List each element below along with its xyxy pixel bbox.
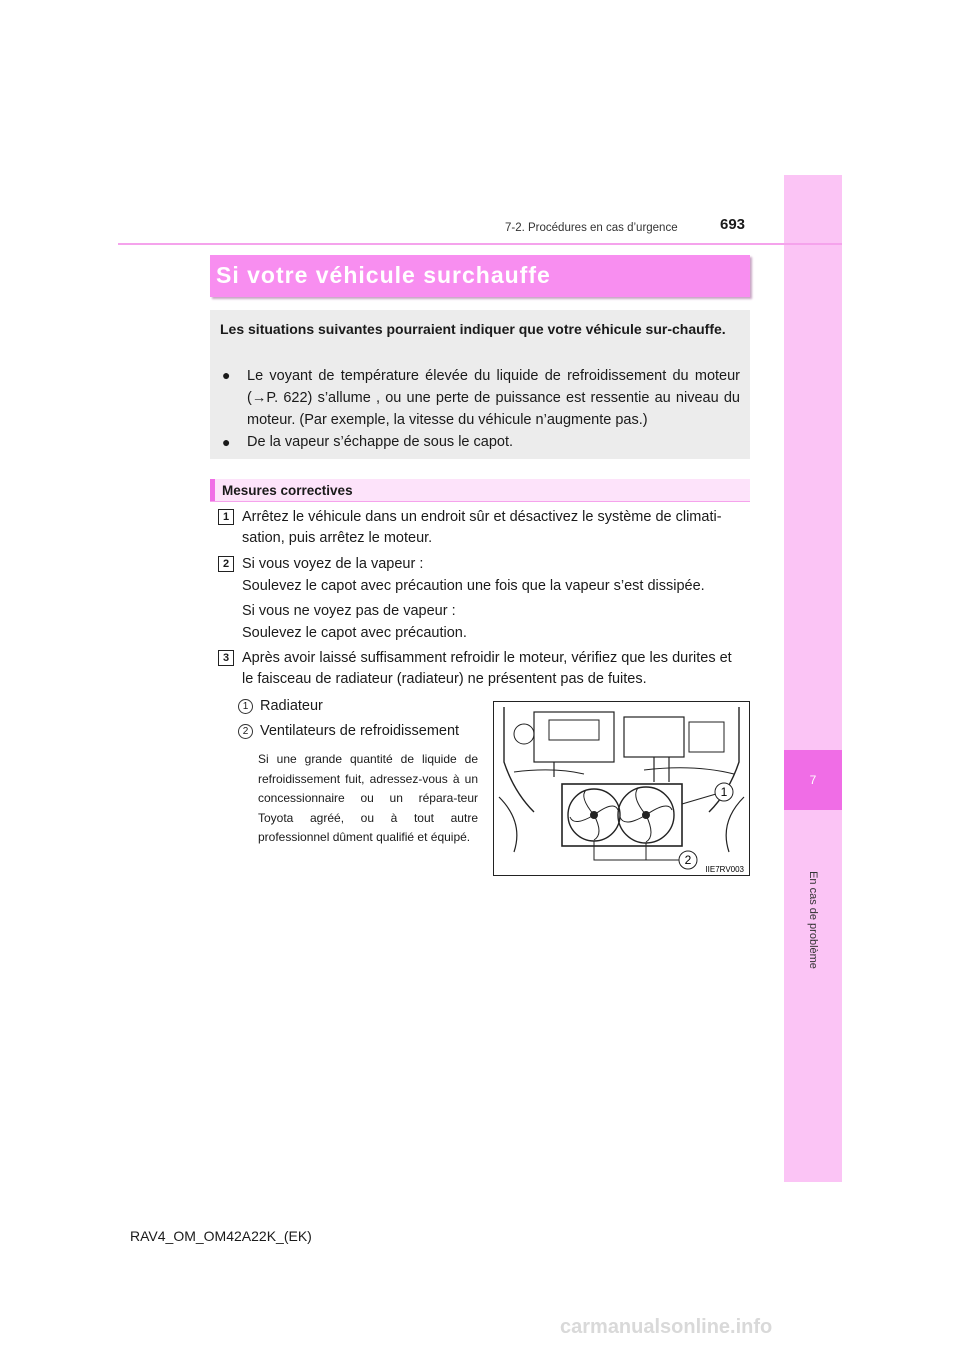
chapter-side-tab — [784, 175, 842, 1182]
item-2-label: Ventilateurs de refroidissement — [260, 723, 460, 739]
callout-1-label: 1 — [720, 785, 728, 799]
document-code-footer: RAV4_OM_OM42A22K_(EK) — [130, 1228, 312, 1244]
step-2-text-3: Si vous ne voyez pas de vapeur : — [242, 603, 456, 619]
step-1-text: Arrêtez le véhicule dans un endroit sûr et désactivez le système de climati-sation, puis arrêtez le moteur. — [242, 509, 722, 546]
step-2-text-2: Soulevez le capot avec précaution une fois que la vapeur s’est dissipée. — [242, 578, 705, 594]
engine-bay-illustration — [494, 702, 749, 875]
page-title: Si votre véhicule surchauffe — [216, 262, 551, 288]
figure-code: IIE7RV003 — [705, 865, 744, 874]
intro-bullet-1: Le voyant de température élevée du liquide de refroidissement du moteur (→P. 622) s’allume , ou une perte de puissance est ressentie au niveau du moteur. (Par exemple, la vitesse du véhicule n’augmente pas.) — [247, 368, 740, 428]
subheader-accent — [210, 479, 215, 502]
header-rule — [118, 243, 842, 245]
item-number-circle: 1 — [238, 699, 253, 714]
step-number-box: 2 — [218, 556, 234, 572]
step-3-text: Après avoir laissé suffisamment refroidir le moteur, vérifiez que les durites et le faisceau de radiateur (radiateur) ne présentent pas de fuites. — [242, 650, 732, 687]
subheader-title: Mesures correctives — [222, 483, 353, 498]
item-1-label: Radiateur — [260, 698, 323, 714]
bullet-icon: ● — [222, 434, 231, 450]
chapter-label: En cas de problème — [807, 871, 819, 969]
note-text: Si une grande quantité de liquide de refroidissement fuit, adressez-vous à un concessionnaire ou un répara-teur Toyota agréé, ou à tout autre professionnel dûment qualifié et équipé. — [258, 752, 478, 844]
chapter-number: 7 — [784, 750, 842, 810]
callout-2-label: 2 — [684, 853, 692, 867]
subheader-underline — [210, 501, 750, 502]
item-number-circle: 2 — [238, 724, 253, 739]
engine-figure — [493, 701, 750, 876]
step-2-text-4: Soulevez le capot avec précaution. — [242, 625, 467, 641]
bullet-icon: ● — [222, 367, 231, 383]
step-number-box: 3 — [218, 650, 234, 666]
intro-text: Les situations suivantes pourraient indiquer que votre véhicule sur-chauffe. — [220, 321, 726, 337]
watermark: carmanualsonline.info — [560, 1316, 773, 1338]
step-2-text: Si vous voyez de la vapeur : — [242, 556, 424, 572]
page-number: 693 — [720, 216, 746, 233]
section-reference: 7-2. Procédures en cas d’urgence — [505, 222, 678, 234]
intro-bullet-2: De la vapeur s’échappe de sous le capot. — [247, 434, 514, 450]
step-number-box: 1 — [218, 509, 234, 525]
